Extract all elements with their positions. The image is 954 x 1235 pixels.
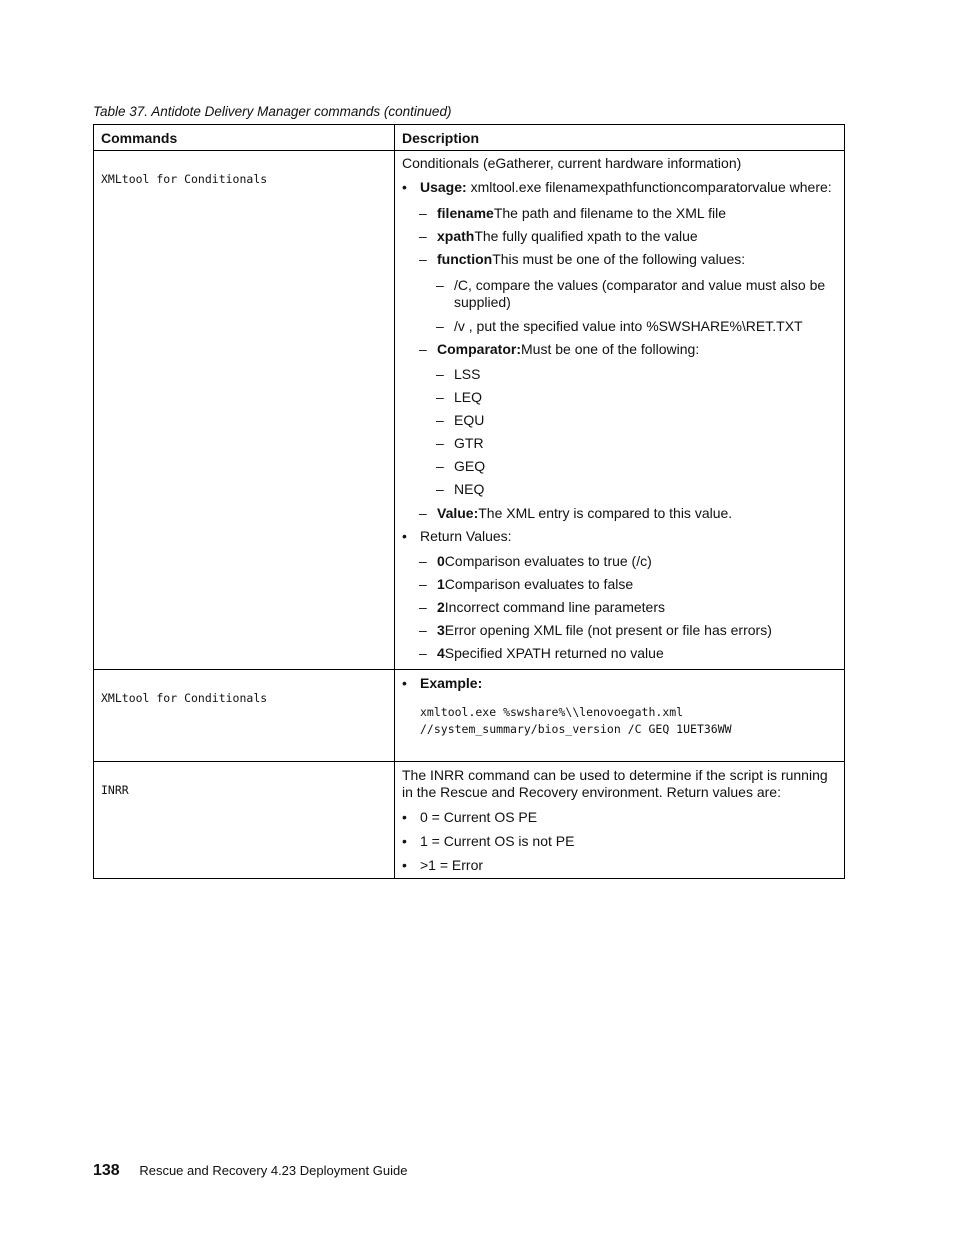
return-value-item — [402, 599, 836, 616]
command-cell — [94, 670, 395, 762]
return-text: Error opening XML file (not present or file has errors) — [444, 622, 772, 638]
param-filename — [402, 205, 836, 222]
function-value-item: – /C, compare the values (comparator and value must also be supplied) — [402, 277, 836, 311]
page-number: 138 — [93, 1162, 120, 1179]
param-text: The fully qualified xpath to the value — [474, 228, 698, 244]
param-label: xpath — [437, 228, 475, 244]
command-cell — [94, 762, 395, 879]
header-description: Description — [395, 125, 845, 151]
param-text: This must be one of the following values: — [492, 251, 746, 267]
return-value-item — [402, 645, 836, 662]
param-label: function — [437, 251, 493, 267]
example-label: Example: — [420, 675, 483, 691]
header-commands: Commands — [94, 125, 395, 151]
page-footer — [93, 1162, 407, 1180]
comparator-item: – LSS — [402, 366, 836, 383]
command-name: XMLtool for Conditionals — [101, 172, 268, 186]
comparator-item: – EQU — [402, 412, 836, 429]
param-comparator — [402, 341, 836, 358]
return-code: 0 — [437, 553, 445, 569]
usage-label: Usage: — [420, 179, 467, 195]
table-caption: Table 37. Antidote Delivery Manager commands (continued) — [93, 104, 452, 119]
description-cell — [395, 762, 845, 879]
function-value-item: – /v , put the specified value into %SWSHARE%\RET.TXT — [402, 318, 836, 335]
return-value-item — [402, 576, 836, 593]
param-text: Must be one of the following: — [521, 341, 700, 357]
description-cell — [395, 151, 845, 670]
return-code: 3 — [437, 622, 445, 638]
description-intro: Conditionals (eGatherer, current hardware information) — [402, 155, 742, 171]
description-intro: The INRR command can be used to determine if the script is running in the Rescue and Recovery environment. Return values are: — [402, 767, 828, 800]
code-line: //system_summary/bios_version /C GEQ 1UET36WW — [420, 722, 732, 736]
usage-item — [402, 179, 836, 196]
return-code: 2 — [437, 599, 445, 615]
return-value-item — [402, 553, 836, 570]
commands-table — [93, 124, 845, 879]
table-row — [94, 670, 845, 762]
param-label: Comparator: — [437, 341, 522, 357]
table-row — [94, 151, 845, 670]
param-text: The XML entry is compared to this value. — [478, 505, 733, 521]
return-text: Incorrect command line parameters — [444, 599, 665, 615]
comparator-item: – LEQ — [402, 389, 836, 406]
return-values-item: • Return Values: — [402, 528, 836, 545]
usage-text: xmltool.exe filenamexpathfunctioncomparatorvalue where: — [466, 179, 832, 195]
command-name: INRR — [101, 783, 129, 797]
example-code — [402, 704, 836, 738]
document-title: Rescue and Recovery 4.23 Deployment Guide — [139, 1163, 408, 1178]
return-text: Comparison evaluates to false — [444, 576, 634, 592]
table-row — [94, 762, 845, 879]
comparator-item: – GTR — [402, 435, 836, 452]
example-item — [402, 675, 836, 692]
return-code: 4 — [437, 645, 445, 661]
param-text: The path and filename to the XML file — [493, 205, 726, 221]
return-text: Specified XPATH returned no value — [444, 645, 664, 661]
param-value — [402, 505, 836, 522]
table-header-row — [94, 125, 845, 151]
comparator-item: – GEQ — [402, 458, 836, 475]
return-code: 1 — [437, 576, 445, 592]
code-line: xmltool.exe %swshare%\\lenovoegath.xml — [420, 705, 684, 719]
list-item: • 0 = Current OS PE — [402, 809, 836, 826]
list-item: • >1 = Error — [402, 857, 836, 874]
return-text: Comparison evaluates to true (/c) — [444, 553, 652, 569]
return-value-item — [402, 622, 836, 639]
command-name: XMLtool for Conditionals — [101, 691, 268, 705]
param-label: Value: — [437, 505, 479, 521]
param-function — [402, 251, 836, 268]
description-cell — [395, 670, 845, 762]
param-label: filename — [437, 205, 494, 221]
param-xpath — [402, 228, 836, 245]
comparator-item: – NEQ — [402, 481, 836, 498]
list-item: • 1 = Current OS is not PE — [402, 833, 836, 850]
command-cell — [94, 151, 395, 670]
